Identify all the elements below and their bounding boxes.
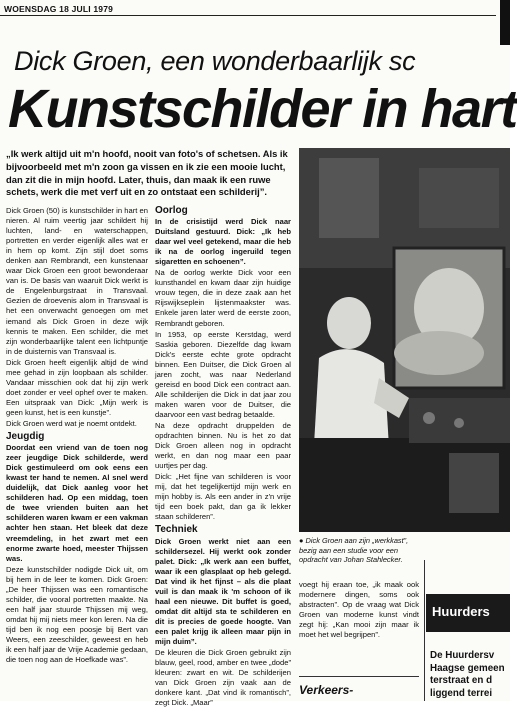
paragraph: Na de oorlog werkte Dick voor een kunsthandel en kwam daar zijn huidige vrouw tegen, die in deze zaak aan het Rijswijkseplein lijstenmaakster was. Enkele jaren later werd de eerste zoon, Rembrandt geboren. (155, 268, 291, 328)
section-heading-jeugdig: Jeugdig (6, 431, 45, 443)
paragraph: In de crisistijd werd Dick naar Duitsland gestuurd. Dick: „Ik heb daar wel veel getekend, maar die heb ik na de oorlog ingeruild tegen sigaretten en schoenen”. (155, 217, 291, 267)
paragraph: Dick Groen (50) is kunstschilder in hart en nieren. Al ruim veertig jaar schildert hij luchten, land- en waterschappen, portretten en verder eigenlijk alles wat er in hem op komt. Zijn stijl doet soms denken aan Rembrandt, een kunstenaar waar Dick Groen een groot bewonderaar van is. De basis van waaruit Dick werkt is de Engelenburgstraat in Transvaal. Gezien de droevenis alom in Transvaal is het een onverwacht genoegen om met iemand als Dick Groen in deze wijk kennis te maken. Een schilder, die met zijn wonderbaarlijke talent een lichtpuntje in de duisternis van Transvaal is. (6, 206, 148, 356)
paragraph: Dick: „Het fijne van schilderen is voor mij, dat het tegelijkertijd mijn werk en mijn hobby is. Als een ander in z'n vrije tijd een boek pakt, dan ga ik lekker staan schilderen”. (155, 472, 291, 522)
top-rule (0, 15, 496, 16)
dateline: WOENSDAG 18 JULI 1979 (4, 4, 114, 14)
sidebar-heading: Huurders (432, 604, 490, 619)
column-1 (6, 206, 148, 666)
paragraph: Deze kunstschilder nodigde Dick uit, om bij hem in de leer te komen. Dick Groen: „De heer Thijssen was een romantische schilder, die vooral portretten maakte. Na een half jaar stuurde Thijssen mij weg, omdat hij mij niets meer kon leren. Na die tijd ben ik nog een poosje bij Bert van Weers, een zeeschilder, geweest en heb ik een half jaar de Vrije Academie gedaan, die toen nog aan de Hoefkade was”. (6, 564, 148, 665)
article-headline: Kunstschilder in hart (8, 79, 517, 139)
section-rule (299, 676, 419, 677)
column-3: voegt hij eraan toe, „ik maak ook modernere dingen, soms ook abstracten”. Op de vraag wat Dick Groen van moderne kunst vindt zegt hij: „Kan mooi zijn maar ik moet het wel begrijpen”. (299, 580, 419, 639)
sidebar-heading-box (426, 594, 510, 632)
sidebar-line: liggend terrei (430, 687, 493, 699)
section-heading-techniek: Techniek (155, 524, 198, 536)
paragraph: Dick Groen heeft eigenlijk altijd de wind mee gehad in zijn loopbaan als schilder. Vandaar misschien ook dat hij zijn werk doet zonder er veel ophef over te maken. Een uitspraak van Dick: „Mijn werk is geen kunst, het is een kunstje”. (6, 357, 148, 417)
paragraph: In 1953, op eerste Kerstdag, werd Saskia geboren. Diezelfde dag kwam Dick's eerste echte grote opdracht binnen. Een Duitser, die Dick Groen al jaren zocht, was naar Nederland gereisd en bood Dick een contract aan. Alle schilderijen die Dick in dat jaar zou maken waren voor de Duitser, die daarvoor een vast bedrag betaalde. (155, 329, 291, 419)
paragraph: Dick Groen werd wat je noemt ontdekt. (6, 418, 137, 428)
sidebar-line: De Huurdersv (430, 650, 495, 661)
paragraph: Na deze opdracht druppelden de opdrachten binnen. Nu is het zo dat Dick Groen alleen nog in opdracht werkt, en dan nog maar een paar uurtjes per dag. (155, 420, 291, 471)
column-rule (424, 560, 425, 701)
sidebar-line: terstraat en d (430, 675, 493, 686)
photo-caption: ● Dick Groen aan zijn „werkkast”, bezig aan een studie voor een opdracht van Johan Stahlecker. (299, 536, 409, 565)
article-lead: „Ik werk altijd uit m'n hoofd, nooit van foto's of schetsen. Als ik bijvoorbeeld met m'n zoon ga vissen en ik zie een mooie lucht, dan zit die in mijn hoofd. Later, thuis, dan maak ik een ruwe schets, werk die met verf uit en zo ontstaat een schilderij”. (6, 148, 288, 198)
column-2 (155, 206, 291, 709)
section-heading-oorlog: Oorlog (155, 205, 188, 216)
paragraph: Doordat een vriend van de toen nog zeer jeugdige Dick schilderde, werd Dick gestimuleerd om ook eens een kwast ter hand te nemen. Al snel werd duidelijk, dat Dick aanleg voor het schilderen had. Op een middag, toen de twee vrienden buiten aan het schilderen waren kwam er een vakman achter hen staan. Het bleek dat deze vreemdeling, in het zwart met een enorme zwarte hoed, meester Thijssen was. (6, 443, 148, 563)
next-article-heading: Verkeers- (299, 683, 354, 697)
photo-illustration (299, 148, 510, 532)
sidebar-line: Haagse gemeen (430, 662, 505, 674)
article-photo (299, 148, 510, 532)
paragraph: De kleuren die Dick Groen gebruikt zijn blauw, geel, rood, amber en twee „dode” kleuren: zwart en wit. De schilderijen van Dick Groen zijn vaak aan de donkere kant. „Dat vind ik romantisch”, zegt Dick. „Maar” (155, 648, 291, 708)
paragraph: Dick Groen werkt niet aan een schildersezel. Hij werkt ook zonder palet. Dick: „Ik werk aan een buffet, waar ik een glasplaat op heb gelegd. Dat vind ik het fijnst – als die plaat vuil is dan maak ik 'm schoon of ik haal een nieuwe. Dit buffet is goed, omdat dit altijd sta te schilderen en dit is precies de goede hoogte. Van een palet krijg ik alleen maar pijn in mijn duim”. (155, 536, 291, 646)
sidebar-text (430, 650, 510, 700)
corner-block (500, 0, 510, 45)
article-subhead: Dick Groen, een wonderbaarlijk sc (14, 46, 416, 76)
